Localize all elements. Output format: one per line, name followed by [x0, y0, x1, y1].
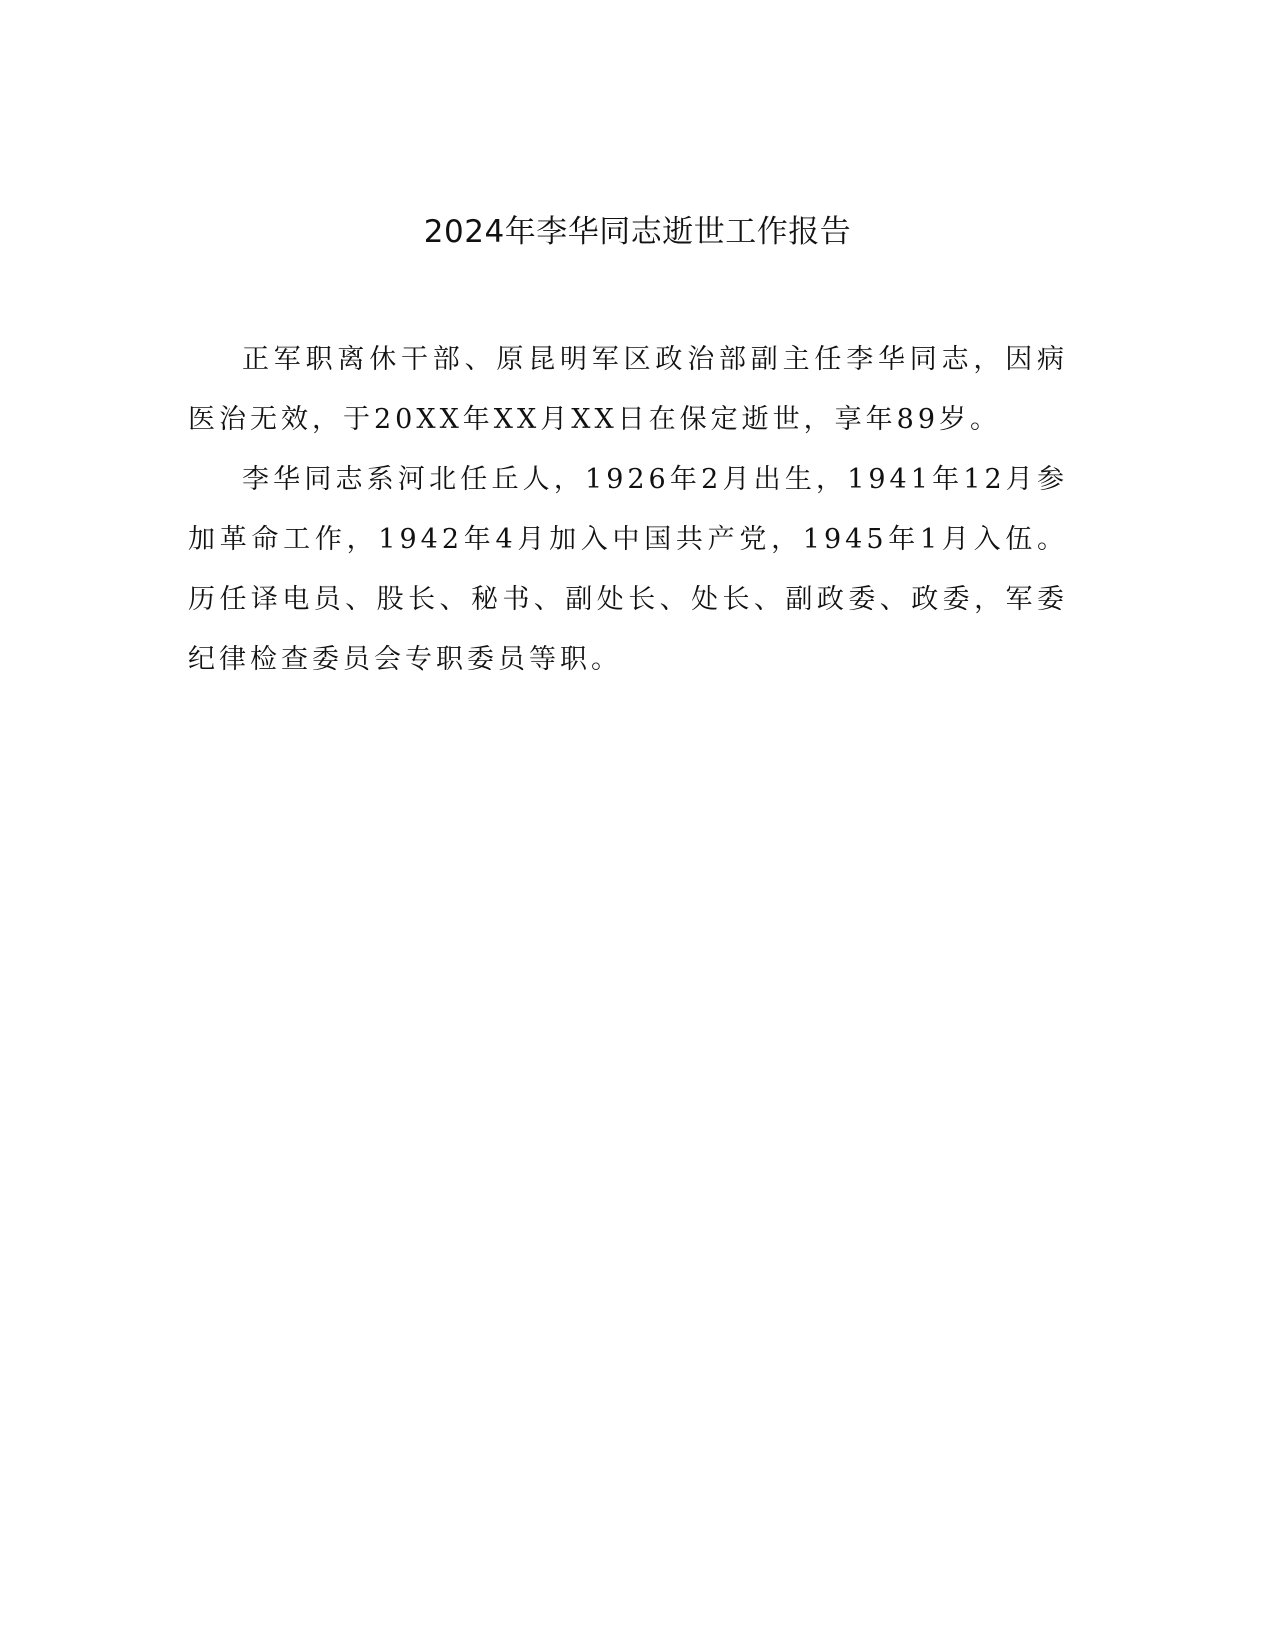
- paragraph-death-notice: 正军职离休干部、原昆明军区政治部副主任李华同志，因病医治无效，于20XX年XX月XX日在保定逝世，享年89岁。: [188, 344, 1068, 435]
- paragraph-biography: 李华同志系河北任丘人，1926年2月出生，1941年12月参加革命工作，1942年4月加入中国共产党，1945年1月入伍。历任译电员、股长、秘书、副处长、处长、副政委、政委，军委纪律检查委员会专职委员等职。: [188, 464, 1068, 675]
- document-body: [188, 330, 1068, 690]
- document-title: 2024年李华同志逝世工作报告: [423, 214, 852, 250]
